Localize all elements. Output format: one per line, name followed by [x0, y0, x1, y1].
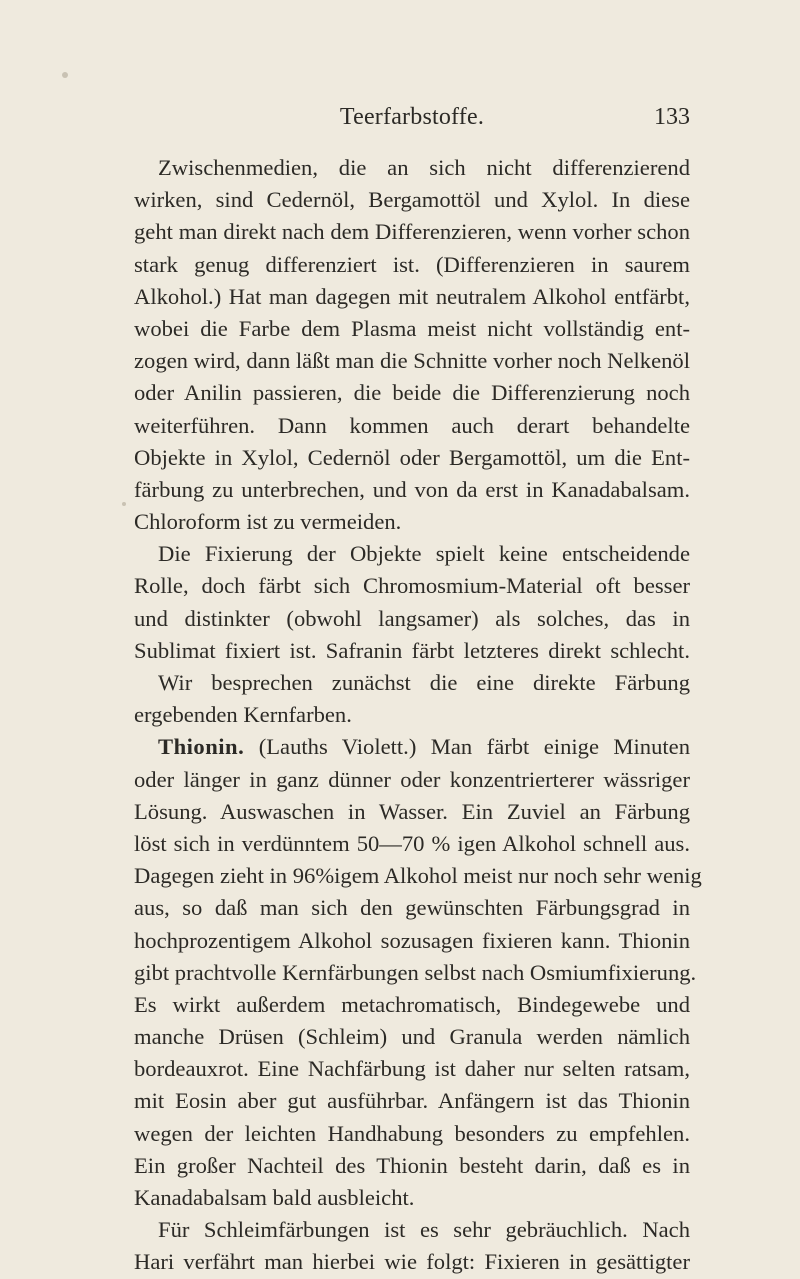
text-line: oder Anilin passieren, die beide die Differenzierung noch [134, 380, 690, 406]
text-line: Für Schleimfärbungen ist es sehr gebräuchlich. Nach [158, 1217, 690, 1243]
text-line: wirken, sind Cedernöl, Bergamottöl und Xylol. In diese [134, 187, 690, 213]
text-line: Wir besprechen zunächst die eine direkte Färbung [158, 670, 690, 695]
text-line: manche Drüsen (Schleim) und Granula werden nämlich [134, 1024, 690, 1050]
page-number: 133 [654, 104, 690, 130]
body-text [134, 152, 702, 1279]
text-line: Es wirkt außerdem metachromatisch, Bindegewebe und [134, 991, 690, 1017]
text-line: Zwischenmedien, die an sich nicht differenzierend [158, 155, 690, 180]
text-line: mit Eosin aber gut ausführbar. Anfängern ist das Thionin [134, 1088, 690, 1114]
text-line: Hari verfährt man hierbei wie folgt: Fixieren in gesättigter [134, 1249, 690, 1275]
running-title: Teerfarbstoffe. [339, 104, 485, 130]
text-line: geht man direkt nach dem Differenzieren, wenn vorher schon [134, 219, 690, 245]
text-line: Alkohol.) Hat man dagegen mit neutralem Alkohol entfärbt, [134, 283, 690, 309]
text-line: Ein großer Nachteil des Thionin besteht darin, daß es in [134, 1152, 690, 1178]
text-line: bordeauxrot. Eine Nachfärbung ist daher nur selten ratsam, [134, 1056, 690, 1082]
text-line: färbung zu unterbrechen, und von da erst in Kanadabalsam. [134, 476, 690, 502]
text-line: Rolle, doch färbt sich Chromosmium-Material oft besser [134, 573, 690, 599]
text-line: (Lauths Violett.) Man färbt einige Minuten [258, 734, 690, 760]
text-line: oder länger in ganz dünner oder konzentrierterer wässriger [134, 766, 690, 792]
text-line: wegen der leichten Handhabung besonders zu empfehlen. [134, 1120, 690, 1146]
text-line: Objekte in Xylol, Cedernöl oder Bergamottöl, um die Ent- [134, 444, 690, 470]
text-line: Lösung. Auswaschen in Wasser. Ein Zuviel an Färbung [134, 798, 690, 824]
text-line: Die Fixierung der Objekte spielt keine entscheidende [158, 541, 690, 567]
text-line: weiterführen. Dann kommen auch derart behandelte [134, 412, 690, 438]
text-line: Dagegen zieht in 96%igem Alkohol meist nur noch sehr wenig [134, 863, 702, 889]
page-header [134, 104, 690, 140]
text-line: wobei die Farbe dem Plasma meist nicht vollständig ent- [134, 315, 690, 341]
text-line: ergebenden Kernfarben. [134, 702, 352, 728]
text-line: Chloroform ist zu vermeiden. [134, 509, 402, 535]
paper-speck [62, 72, 68, 78]
text-line: hochprozentigem Alkohol sozusagen fixieren kann. Thionin [134, 927, 690, 953]
text-line: und distinkter (obwohl langsamer) als solches, das in [134, 605, 690, 631]
text-line: Sublimat fixiert ist. Safranin färbt letzteres direkt schlecht. [134, 637, 690, 663]
thionin-line [134, 731, 690, 763]
text-line: Kanadabalsam bald ausbleicht. [134, 1185, 415, 1210]
text-line: gibt prachtvolle Kernfärbungen selbst nach Osmiumfixierung. [134, 959, 697, 985]
thionin-heading: Thionin. [158, 734, 245, 760]
paper-speck [122, 502, 126, 506]
text-line: stark genug differenziert ist. (Differenzieren in saurem [134, 251, 690, 277]
text-line: zogen wird, dann läßt man die Schnitte vorher noch Nelkenöl [134, 348, 690, 374]
text-line: aus, so daß man sich den gewünschten Färbungsgrad in [134, 895, 690, 921]
text-line: löst sich in verdünntem 50—70 % igen Alkohol schnell aus. [134, 830, 690, 856]
